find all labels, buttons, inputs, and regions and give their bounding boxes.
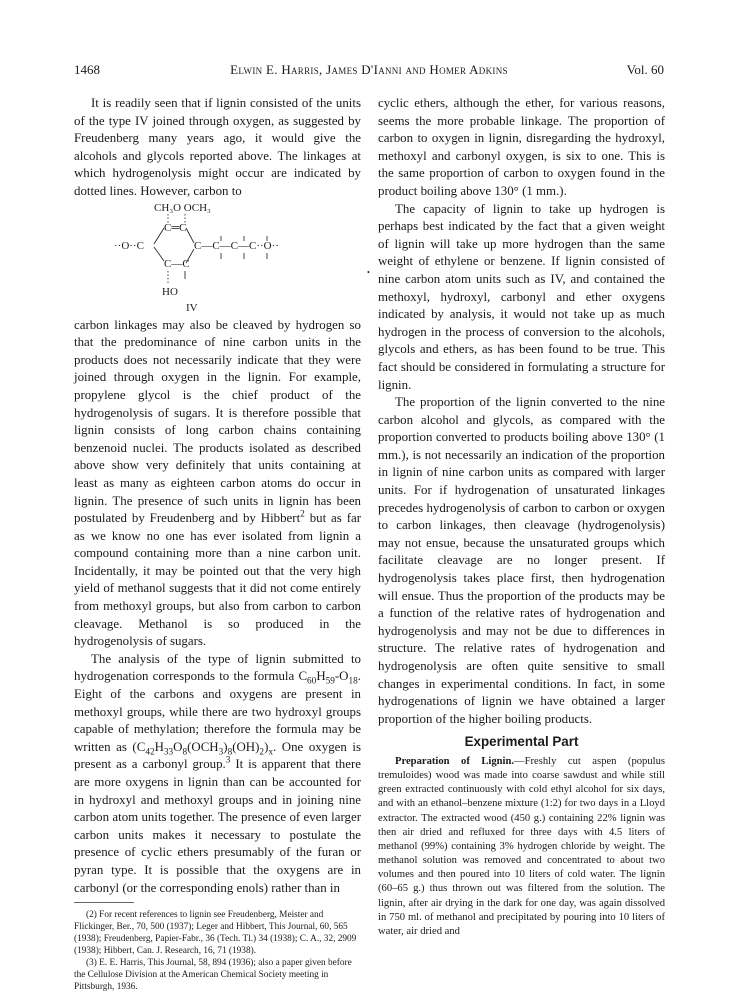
formula-row2-mid: C—C—C—C··O·· (194, 239, 279, 252)
left-column (74, 95, 361, 993)
paragraph: The proportion of the lignin converted to the nine carbon alcohol and glycols, as compared with the proportion converted to products boiling above 130° (1 mm.), is not necessarily an indication of the proportion in lignin of nine carbon units as compared with larger units. For if hydrogenation of unsaturated linkages precedes hydrogenolysis of carbon to carbon or oxygen to carbon linkages, then cleavage (hydrogenolysis) may not ensue, because the unsaturated groups which facilitate cleavage are no longer present. If hydrogenolysis takes place first, then hydrogenation will ensue. Thus the proportion of the products may be a function of the relative rates of hydrogenation and hydrogenolysis and may not be due to differences in structure. The relative rates of hydrogenation and hydrogenolysis are often quite sensitive to small changes in experimental conditions. In fact, in some hydrogenations of lignin we have obtained a larger proportion of the higher boiling products. (378, 395, 665, 726)
formula-row2-left: ··O··C (114, 239, 144, 252)
experimental-paragraph: Preparation of Lignin.—Freshly cut aspen (populus tremuloides) wood was made into coarse sawdust and while still green extracted continuously with cold ethyl alcohol for six days, and with an ethanol–benzene mixture (1:2) for two days in a Lloyd extractor. The extracted wood (450 g.) containing 22% lignin was then air dried and refluxed for three days with 4.5 liters of methanol (99%) containing 3% hydrogen chloride by weight. The methanol solution was removed and concentrated to about two volumes and then poured into 10 liters of cold water. The lignin (60–65 g.) thus thrown out was filtered from the solution. The lignin, after air drying in the dark for one day, was again dissolved in 750 ml. of methanol and precipitated by pouring into 10 liters of water, air dried and (378, 755, 665, 937)
paragraph: cyclic ethers, although the ether, for various reasons, seems the more probable linkage. The proportion of carbon to oxygen in lignin, disregarding the hydroxyl, methoxyl and carbonyl oxygen, is six to one. This is the same proportion of carbon to oxygen found in the product boiling above 130° (1 mm.). (378, 96, 665, 198)
right-column (378, 95, 665, 939)
paragraph: It is readily seen that if lignin consisted of the units of the type IV joined through oxygen, as suggested by Freudenberg many years ago, it would give the alcohols and glycols reported above. The linkages at which hydrogenolysis might occur are indicated by dotted lines. However, carbon to (74, 96, 361, 198)
running-title: Elwin E. Harris, James D'Ianni and Homer Adkins (230, 62, 508, 77)
footnote-2: (2) For recent references to lignin see Freudenberg, Meister and Flickinger, Ber., 70, 500 (1937); Leger and Hibbert, This Journal, 60, 565 (1938); Freudenberg, Papier-Fabr., 36 (Tech. Tl.) 34 (1938); C. A., 32, 2909 (1938); Hibbert, Can. J. Research, 16, 71 (1938). (74, 910, 357, 957)
formula-substituents: CH₃O OCH₃ (154, 201, 211, 214)
paragraph: The capacity of lignin to take up hydrogen is perhaps best indicated by the fact that a given weight of lignin will take up more hydrogen than the same weight of ethylene or benzene. If lignin consisted of nine carbon atom units such as IV, and contained the methoxyl, hydroxyl, carbonyl and ether oxygens indicated by analysis, it would not take up as much hydrogen in the process of conversion to the alcohols, glycols and ethers, as has been found to be true. This fact should be considered in formulating a structure for lignin. (378, 201, 665, 392)
paragraph: The analysis of the type of lignin submitted to hydrogenation corresponds to the formula $C_{60}H_{59}-O_{18}$. Eight of the carbons and oxygens are present in methoxyl groups, while there are two hydroxyl groups capable of methylation; therefore the formula may be written as $(C_{42}H_{33}O_8(OCH_3)_8(OH)_2)_x$. One oxygen is present as a carbonyl group.$^3$ It is apparent that there are more oxygens in lignin than can be accounted for in hydroxyl and methoxyl groups and in joining nine carbon atom units together. The presence of even larger carbon units makes it necessary to postulate the presence of cyclic ethers presumably of the furan or pyran type. It is possible that the oxygens are in carbonyl (or the corresponding enols) rather than in (74, 651, 361, 895)
footnote-ref: 3 (225, 756, 231, 767)
page-number: 1468 (74, 62, 100, 77)
formula-drawing (74, 201, 361, 317)
formula-label: IV (186, 301, 198, 314)
page-header (74, 62, 664, 78)
footnote-divider (74, 902, 134, 903)
footnote-ref: 2 (300, 509, 305, 520)
formula-ho: HO (162, 285, 178, 298)
formula-row1: C═C (164, 221, 187, 234)
stray-mark: • (367, 268, 370, 277)
section-heading: Experimental Part (464, 734, 579, 750)
volume-label: Vol. 60 (626, 62, 664, 77)
structural-formula-iv (74, 201, 361, 317)
subsection-lead: Preparation of Lignin. (395, 755, 515, 767)
paragraph: carbon linkages may also be cleaved by hydrogen so that the predominance of nine carbon units in the products does not necessarily indicate that they were joined through oxygen in the lignin. For example, propylene glycol is the chief product of the hydrogenolysis of sugars. It is therefore possible that lignin consists of long carbon chains containing benzenoid nuclei. The products isolated as described above show very definitely that units containing at least as many as eighteen carbon atoms do occur in lignin. The presence of such units in lignin has been postulated by Freudenberg and by Hibbert$^2$ but as far as we know no one has ever isolated from lignin a compound containing more than a nine carbon unit. Incidentally, it may be pointed out that the very high yield of methanol suggests that it did not come entirely from methoxyl groups, but also from carbon to carbon cleavage. Methanol is so produced in the hydrogenolysis of sugars. (74, 317, 362, 649)
footnote-3: (3) E. E. Harris, This Journal, 58, 894 (1936); also a paper given before the Cellulose Division at the American Chemical Society meeting in Pittsburgh, 1936. (74, 958, 352, 993)
footnotes (74, 909, 361, 993)
formula-row3: C—C (164, 257, 190, 270)
